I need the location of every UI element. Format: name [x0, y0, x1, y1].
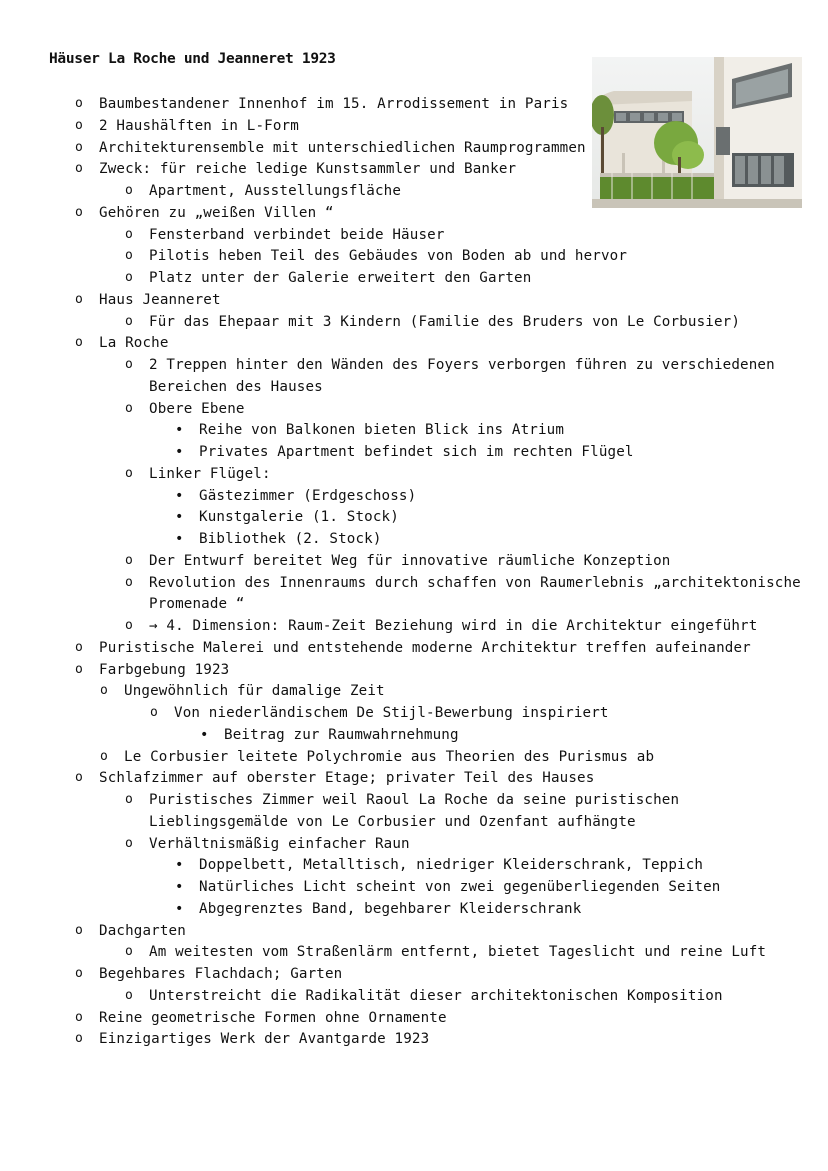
list-item: • Natürliches Licht scheint von zwei gegenüberliegenden Seiten [199, 878, 721, 896]
list-item: • Privates Apartment befindet sich im rechten Flügel [199, 443, 634, 461]
list-item: • Beitrag zur Raumwahrnehmung [224, 726, 459, 744]
list-item: o Obere Ebene [149, 400, 245, 418]
list-item: • Doppelbett, Metalltisch, niedriger Kleiderschrank, Teppich [199, 856, 703, 874]
list-item: o 2 Haushälften in L-Form [99, 117, 299, 135]
list-item: o Am weitesten vom Straßenlärm entfernt, bietet Tageslicht und reine Luft [149, 943, 766, 961]
list-item: o Puristisches Zimmer weil Raoul La Roche da seine puristischen [149, 791, 679, 809]
list-item-continuation: Bereichen des Hauses [149, 378, 323, 395]
list-item-continuation: Promenade “ [149, 596, 245, 613]
list-item: o Baumbestandener Innenhof im 15. Arrodissement in Paris [99, 95, 568, 113]
list-item: o Gehören zu „weißen Villen “ [99, 204, 334, 222]
villa-photo [592, 57, 802, 208]
list-item: o Schlafzimmer auf oberster Etage; privater Teil des Hauses [99, 769, 594, 787]
list-item: o Farbgebung 1923 [99, 661, 229, 679]
list-item: o La Roche [99, 334, 169, 352]
list-item: o Ungewöhnlich für damalige Zeit [124, 682, 385, 700]
list-item: o Einzigartiges Werk der Avantgarde 1923 [99, 1030, 429, 1048]
list-item: o Reine geometrische Formen ohne Ornamente [99, 1009, 447, 1027]
list-item: o Architekturensemble mit unterschiedlichen Raumprogrammen [99, 139, 586, 157]
list-item: o Unterstreicht die Radikalität dieser architektonischen Komposition [149, 987, 723, 1005]
list-item: o Begehbares Flachdach; Garten [99, 965, 342, 983]
list-item: o Le Corbusier leitete Polychromie aus Theorien des Purismus ab [124, 748, 654, 766]
list-item: • Kunstgalerie (1. Stock) [199, 508, 399, 526]
list-item: • Abgegrenztes Band, begehbarer Kleiderschrank [199, 900, 581, 918]
list-item: o Revolution des Innenraums durch schaffen von Raumerlebnis „architektonische [149, 574, 801, 592]
list-item: o Platz unter der Galerie erweitert den Garten [149, 269, 531, 287]
list-item: o Pilotis heben Teil des Gebäudes von Boden ab und hervor [149, 247, 627, 265]
list-item: o Von niederländischem De Stijl-Bewerbung inspiriert [174, 704, 609, 722]
list-item: o Linker Flügel: [149, 465, 271, 483]
list-item: o Verhältnismäßig einfacher Raun [149, 835, 410, 853]
list-item: • Gästezimmer (Erdgeschoss) [199, 487, 416, 505]
list-item: • Bibliothek (2. Stock) [199, 530, 382, 548]
list-item: o Puristische Malerei und entstehende moderne Architektur treffen aufeinander [99, 639, 751, 657]
list-item: o Apartment, Ausstellungsfläche [149, 182, 401, 200]
list-item: o Haus Jeanneret [99, 291, 221, 309]
list-item: o Der Entwurf bereitet Weg für innovative räumliche Konzeption [149, 552, 671, 570]
list-item: • Reihe von Balkonen bieten Blick ins Atrium [199, 421, 564, 439]
list-item: o Dachgarten [99, 922, 186, 940]
document-title: Häuser La Roche und Jeanneret 1923 [49, 51, 336, 67]
list-item: o → 4. Dimension: Raum-Zeit Beziehung wird in die Architektur eingeführt [149, 617, 757, 635]
list-item: o Für das Ehepaar mit 3 Kindern (Familie des Bruders von Le Corbusier) [149, 313, 740, 331]
list-item: o Zweck: für reiche ledige Kunstsammler und Banker [99, 160, 516, 178]
list-item-continuation: Lieblingsgemälde von Le Corbusier und Ozenfant aufhängte [149, 813, 636, 830]
list-item: o 2 Treppen hinter den Wänden des Foyers verborgen führen zu verschiedenen [149, 356, 775, 374]
list-item: o Fensterband verbindet beide Häuser [149, 226, 445, 244]
